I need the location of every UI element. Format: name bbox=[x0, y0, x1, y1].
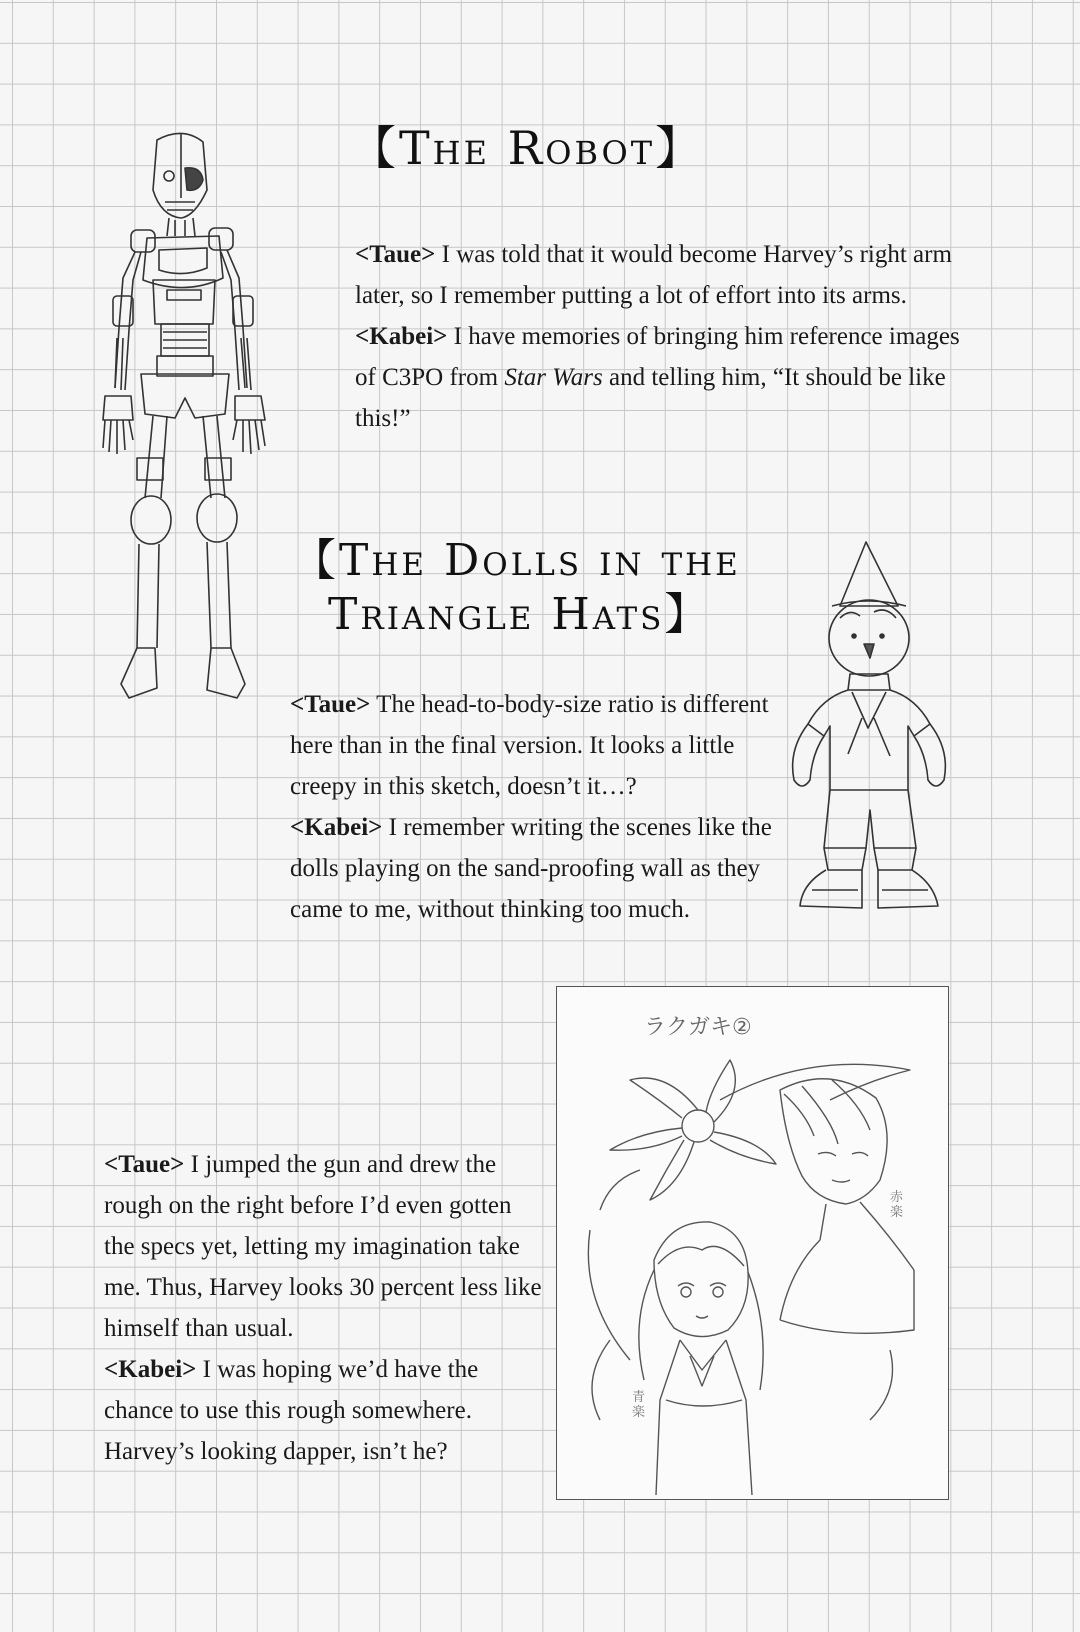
kabei-comment-part2: and telling him, “It should be like this!” bbox=[355, 364, 946, 432]
sketch-caption: ラクガキ② bbox=[644, 1015, 752, 1040]
signature-2: 青楽 bbox=[632, 1390, 646, 1420]
character-rough-sketch bbox=[570, 1040, 940, 1495]
kabei-tag: <Kabei> bbox=[355, 323, 448, 350]
taue-comment: I jumped the gun and drew the rough on the right before I’d even gotten the specs yet, letting my imagination take me. Thus, Harvey looks 30 percent less like himself than usual. bbox=[104, 1151, 542, 1342]
doll-sketch bbox=[778, 540, 976, 940]
kabei-tag: <Kabei> bbox=[290, 814, 383, 841]
robot-commentary bbox=[355, 234, 980, 439]
rough-commentary bbox=[104, 1144, 544, 1472]
dolls-section-title-line2: Triangle Hats】 bbox=[328, 589, 712, 640]
kabei-comment: I remember writing the scenes like the dolls playing on the sand-proofing wall as they came to me, without thinking too much. bbox=[290, 814, 772, 923]
dolls-commentary bbox=[290, 684, 790, 930]
kabei-comment-title: Star Wars bbox=[504, 364, 603, 391]
robot-sketch bbox=[95, 128, 275, 743]
signature-1: 赤楽 bbox=[890, 1190, 904, 1220]
taue-tag: <Taue> bbox=[290, 691, 371, 718]
dolls-section-title-line1: 【The Dolls in the bbox=[292, 535, 741, 586]
kabei-comment: I was hoping we’d have the chance to use this rough somewhere. Harvey’s looking dapper, isn’t he? bbox=[104, 1356, 479, 1465]
taue-comment: The head-to-body-size ratio is different here than in the final version. It looks a little creepy in this sketch, doesn’t it…? bbox=[290, 691, 769, 800]
taue-comment: I was told that it would become Harvey’s right arm later, so I remember putting a lot of effort into its arms. bbox=[355, 241, 952, 309]
kabei-comment-part1: I have memories of bringing him reference images of C3PO from bbox=[355, 323, 960, 391]
robot-section-title: 【The Robot】 bbox=[350, 121, 705, 175]
taue-tag: <Taue> bbox=[104, 1151, 185, 1178]
kabei-tag: <Kabei> bbox=[104, 1356, 197, 1383]
taue-tag: <Taue> bbox=[355, 241, 436, 268]
